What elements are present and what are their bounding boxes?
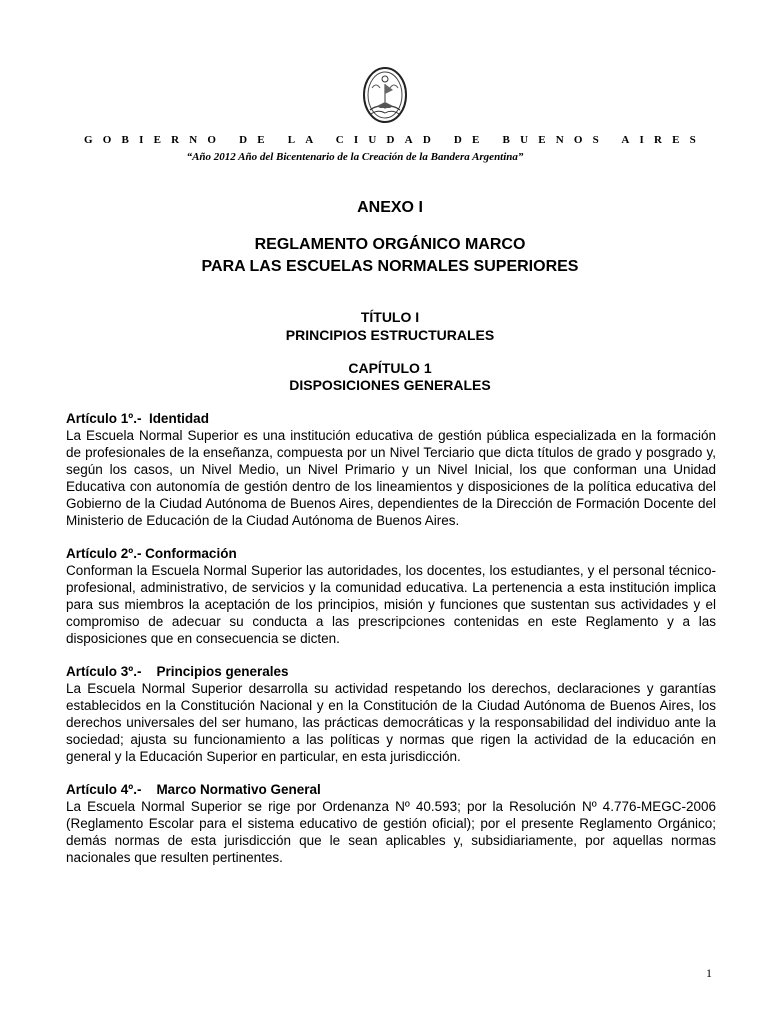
title-name: PRINCIPIOS ESTRUCTURALES: [285, 327, 495, 343]
article-title: Artículo 1º.- Identidad: [66, 411, 209, 426]
article-body: Conforman la Escuela Normal Superior las autoridades, los docentes, los estudiantes, y el personal técnico-profesional, administrativo, de servicios y la comunidad educativa. La pertenencia a esta institución implica para sus miembros la aceptación de los principios, misión y funciones que sustentan sus actividades y el compromiso de adecuar su conducta a las prescripciones contenidas en este Reglamento y a las disposiciones que en consecuencia se dicten.: [66, 563, 716, 646]
chapter-name: DISPOSICIONES GENERALES: [289, 377, 491, 393]
annex-heading: ANEXO I: [357, 199, 423, 216]
city-coat-of-arms-icon: [362, 66, 408, 124]
title-heading: TÍTULO I: [360, 309, 420, 325]
document-title: REGLAMENTO ORGÁNICO MARCO: [254, 236, 526, 253]
article-1: [66, 410, 716, 529]
article-body: La Escuela Normal Superior desarrolla su actividad respetando los derechos, declaraciones y garantías establecidos en la Constitución Nacional y en la Constitución de la Ciudad Autónoma de Buenos Aires, los derechos universales del ser humano, las prácticas democráticas y la responsabilidad del individuo ante la sociedad; ajusta su funcionamiento a las políticas y normas que rigen la actividad de la educación en general y la Educación Superior en particular, en esta jurisdicción.: [66, 681, 716, 764]
article-4: [66, 781, 716, 866]
article-title: Artículo 3º.- Principios generales: [66, 664, 289, 679]
year-motto: “Año 2012 Año del Bicentenario de la Creación de la Bandera Argentina”: [186, 151, 524, 163]
article-body: La Escuela Normal Superior es una institución educativa de gestión pública especializada en la formación de profesionales de la enseñanza, compuesta por un Nivel Terciario que dicta títulos de grado y posgrado y, según los casos, un Nivel Medio, un Nivel Primario y un Nivel Inicial, los que conforman una Unidad Educativa con autonomía de gestión dentro de los lineamientos y disposiciones de la política educativa del Gobierno de la Ciudad Autónoma de Buenos Aires, dependientes de la Dirección de Formación Docente del Ministerio de Educación de la Ciudad Autónoma de Buenos Aires.: [66, 428, 716, 528]
article-title: Artículo 2º.- Conformación: [66, 546, 237, 561]
article-2: [66, 545, 716, 647]
chapter-heading: CAPÍTULO 1: [348, 360, 432, 376]
article-3: [66, 663, 716, 765]
government-header: GOBIERNO DE LA CIUDAD DE BUENOS AIRES: [84, 134, 706, 146]
document-subtitle: PARA LAS ESCUELAS NORMALES SUPERIORES: [201, 258, 579, 275]
article-title: Artículo 4º.- Marco Normativo General: [66, 782, 321, 797]
articles-section: [66, 410, 716, 882]
article-body: La Escuela Normal Superior se rige por Ordenanza Nº 40.593; por la Resolución Nº 4.776-MEGC-2006 (Reglamento Escolar para el sistema educativo de gestión oficial); por el presente Reglamento Orgánico; demás normas de esta jurisdicción que le sean aplicables y, subsidiariamente, por aquellas normas nacionales que resulten pertinentes.: [66, 799, 716, 865]
page-number: 1: [706, 966, 712, 980]
